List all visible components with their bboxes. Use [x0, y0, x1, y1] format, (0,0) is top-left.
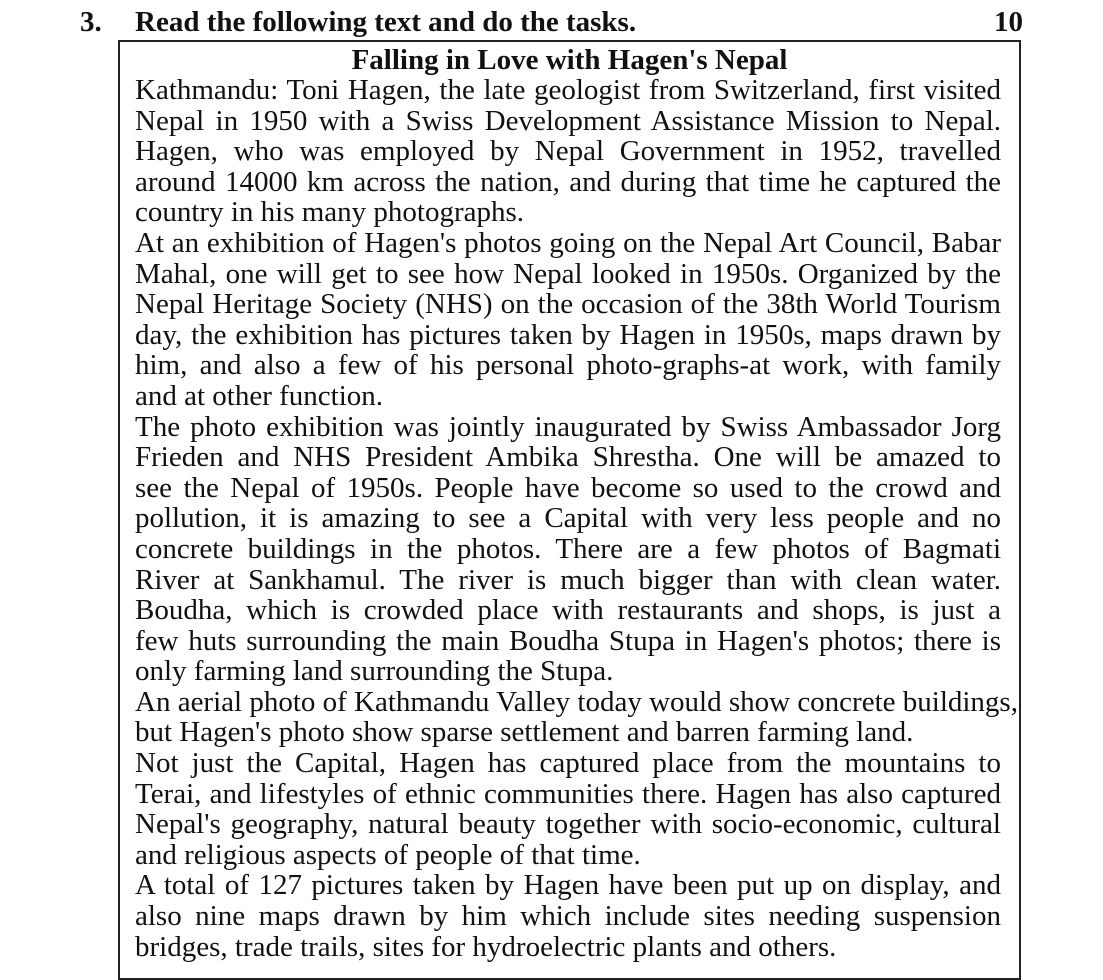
- question-header: [0, 4, 1103, 40]
- article-line: only farming land surrounding the Stupa.: [135, 655, 614, 688]
- article-line: around 14000 km across the nation, and during that time he captured the: [135, 165, 1001, 198]
- article-line: Mahal, one will get to see how Nepal looked in 1950s. Organized by the: [135, 257, 1001, 290]
- article-line: Hagen, who was employed by Nepal Government in 1952, travelled: [135, 135, 1001, 168]
- article-line: Nepal's geography, natural beauty together with socio-economic, cultural: [135, 808, 1001, 841]
- article-line: and religious aspects of people of that time.: [135, 838, 641, 871]
- article-line: but Hagen's photo show sparse settlement and barren farming land.: [135, 716, 914, 749]
- article-line: see the Nepal of 1950s. People have become so used to the crowd and: [135, 471, 1001, 504]
- question-number: 3.: [80, 6, 102, 38]
- article-line: him, and also a few of his personal photo-graphs-at work, with family: [135, 349, 1001, 382]
- article-line: country in his many photographs.: [135, 196, 525, 229]
- article-line: day, the exhibition has pictures taken by Hagen in 1950s, maps drawn by: [135, 318, 1001, 351]
- article-line: River at Sankhamul. The river is much bigger than with clean water.: [135, 563, 1001, 596]
- article-line: pollution, it is amazing to see a Capital with very less people and no: [135, 502, 1001, 535]
- article-line: Frieden and NHS President Ambika Shrestha. One will be amazed to: [135, 441, 1001, 474]
- question-instruction: Read the following text and do the tasks.: [135, 6, 637, 38]
- article-line: Boudha, which is crowded place with restaurants and shops, is just a: [135, 594, 1001, 627]
- article-body: [135, 74, 1018, 963]
- article-line: An aerial photo of Kathmandu Valley today would show concrete buildings,: [135, 685, 1018, 718]
- article-line: A total of 127 pictures taken by Hagen have been put up on display, and: [135, 869, 1001, 902]
- article-line: The photo exhibition was jointly inaugurated by Swiss Ambassador Jorg: [135, 410, 1001, 443]
- article-line: Terai, and lifestyles of ethnic communities there. Hagen has also captured: [135, 777, 1001, 810]
- article-line: Kathmandu: Toni Hagen, the late geologist from Switzerland, first visited: [135, 74, 1001, 106]
- article-line: and at other function.: [135, 379, 384, 412]
- question-marks: 10: [994, 6, 1023, 38]
- article-line: Nepal Heritage Society (NHS) on the occasion of the 38th World Tourism: [135, 288, 1001, 321]
- article-line: Nepal in 1950 with a Swiss Development Assistance Mission to Nepal.: [135, 104, 1001, 137]
- article-line: few huts surrounding the main Boudha Stupa in Hagen's photos; there is: [135, 624, 1001, 657]
- article-line: At an exhibition of Hagen's photos going on the Nepal Art Council, Babar: [135, 226, 1001, 259]
- article-title: Falling in Love with Hagen's Nepal: [351, 44, 788, 76]
- article-box: [118, 40, 1021, 980]
- article-line: Not just the Capital, Hagen has captured place from the mountains to: [135, 747, 1001, 780]
- article-line: also nine maps drawn by him which include sites needing suspension: [135, 900, 1001, 933]
- article-line: bridges, trade trails, sites for hydroelectric plants and others.: [135, 930, 837, 963]
- article-line: concrete buildings in the photos. There are a few photos of Bagmati: [135, 532, 1001, 565]
